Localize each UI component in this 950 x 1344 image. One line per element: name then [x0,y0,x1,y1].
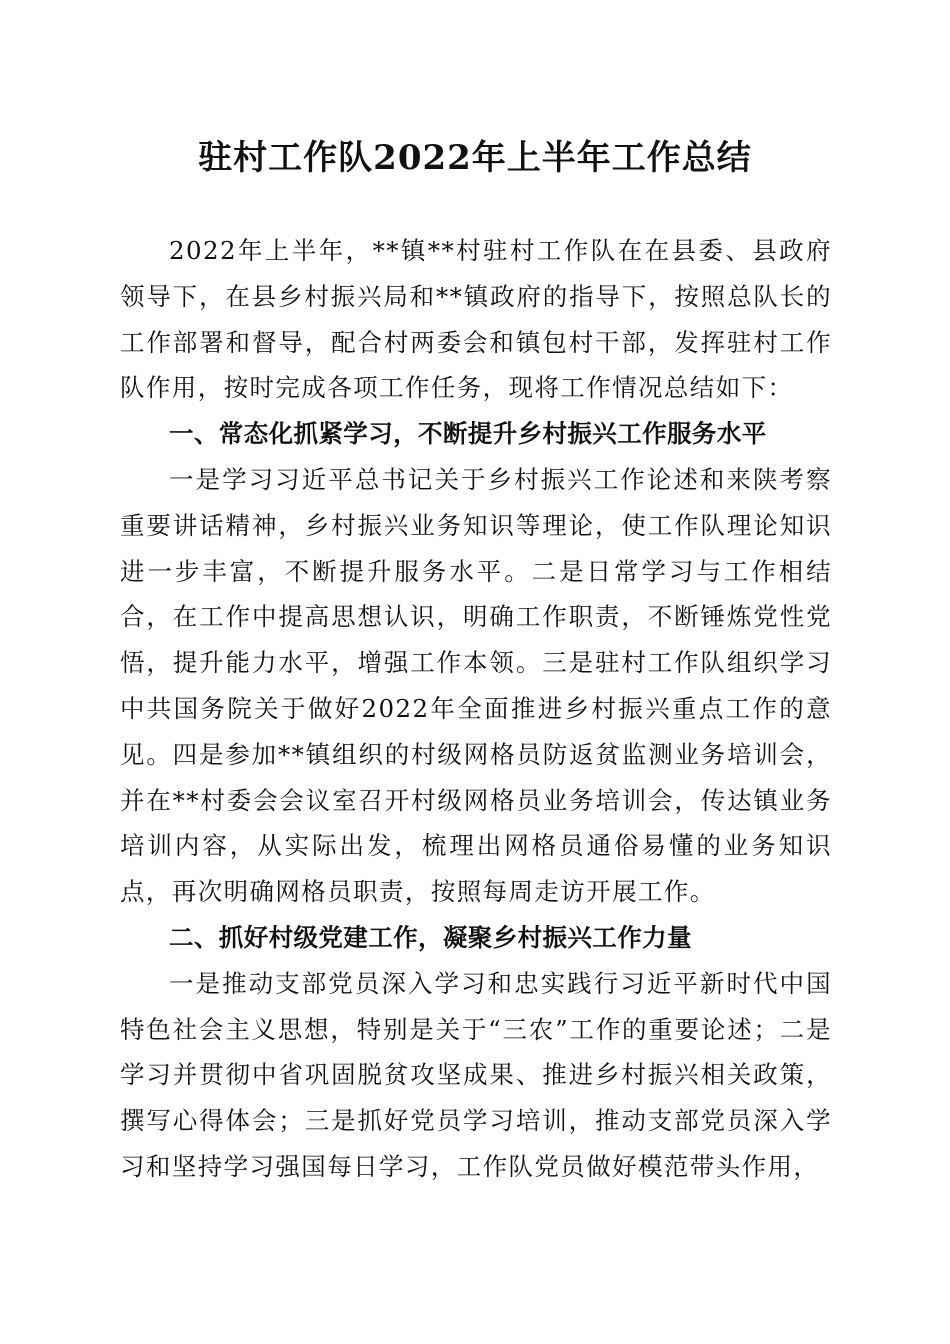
document-body [120,228,832,1190]
section-1-heading: 一、常态化抓紧学习，不断提升乡村振兴工作服务水平 [169,419,767,449]
section-2-body: 一是推动支部党员深入学习和忠实践行习近平新时代中国特色社会主义思想，特别是关于“三农”工作的重要论述；二是学习并贯彻中省巩固脱贫攻坚成果、推进乡村振兴相关政策，撰写心得体会；三是抓好党员学习培训，推动支部党员深入学习和坚持学习强国每日学习，工作队党员做好模范带头作用， [120,968,832,1181]
document-title: 驻村工作队2022年上半年工作总结 [198,138,752,178]
intro-paragraph: 2022年上半年，**镇**村驻村工作队在在县委、县政府领导下，在县乡村振兴局和**镇政府的指导下，按照总队长的工作部署和督导，配合村两委会和镇包村干部，发挥驻村工作队作用，按时完成各项工作任务，现将工作情况总结如下： [120,236,832,403]
section-1-body: 一是学习习近平总书记关于乡村振兴工作论述和来陕考察重要讲话精神，乡村振兴业务知识等理论，使工作队理论知识进一步丰富，不断提升服务水平。二是日常学习与工作相结合，在工作中提高思想认识，明确工作职责，不断锤炼党性党悟，提升能力水平，增强工作本领。三是驻村工作队组织学习中共国务院关于做好2022年全面推进乡村振兴重点工作的意见。四是参加**镇组织的村级网格员防返贫监测业务培训会，并在**村委会会议室召开村级网格员业务培训会，传达镇业务培训内容，从实际出发，梳理出网格员通俗易懂的业务知识点，再次明确网格员职责，按照每周走访开展工作。 [120,464,832,907]
section-2-heading: 二、抓好村级党建工作，凝聚乡村振兴工作力量 [169,922,692,952]
